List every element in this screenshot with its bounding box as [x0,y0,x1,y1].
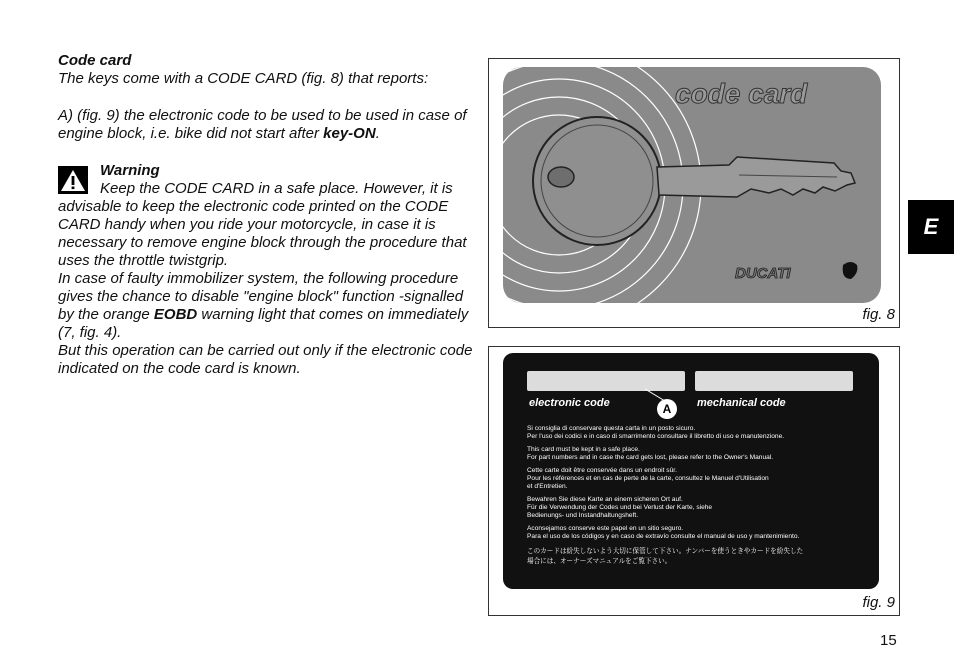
electronic-code-label: electronic code [529,397,610,409]
fine-print-line: Für die Verwendung der Codes und bei Verlust der Karte, siehe [527,504,713,511]
fine-print-line: Si consiglia di conservare questa carta in un posto sicuro. [527,425,696,432]
page-number: 15 [880,632,897,649]
fine-print-line: Bewahren Sie diese Karte an einem sicheren Ort auf. [527,496,683,503]
warning-text-2b: warning light that comes on immediately (7, fig. 4). [58,306,469,341]
fine-print-line: Cette carte doit être conservée dans un endroit sûr. [527,467,677,474]
fine-print-line: Aconsejamos conserve este papel en un sitio seguro. [527,525,684,532]
lead-text: The keys come with a CODE CARD (fig. 8) that reports: [58,70,429,87]
warning-text-1: Keep the CODE CARD in a safe place. However, it is advisable to keep the electronic code printed on the CODE CARD handy when you ride your motorcycle, in case it is necessary to remove engine block through the procedure that uses the throttle twistgrip. [58,180,467,269]
fine-print-line: Bedienungs- und Instandhaltungsheft. [527,512,639,519]
warning-body [58,180,478,378]
warning-title: Warning [100,162,160,179]
warning-text-3: But this operation can be carried out only if the electronic code indicated on the code card is known. [58,342,473,377]
electronic-code-box [527,371,685,391]
fine-print-line: This card must be kept in a safe place. [527,446,640,453]
figure-8-label: fig. 8 [862,306,895,323]
code-card-illustration [489,59,899,327]
fine-print-line: et d'Entretien. [527,483,568,490]
marker-a: A [657,399,677,419]
figure-9-label: fig. 9 [862,594,895,611]
section-tab-e: E [908,200,954,254]
mechanical-code-box [695,371,853,391]
brand-logo: DUCATI [735,265,791,282]
fine-print-line: このカードは紛失しないよう大切に保管して下さい。ナンバーを使うときやカードを紛失した [527,548,804,555]
figure-8 [488,58,900,328]
fine-print-line: 場合には、オーナーズマニュアルをご覧下さい。 [527,558,672,565]
card-title: code card [675,78,808,109]
code-card-back [503,353,879,589]
fine-print-line: Per l'uso dei codici e in caso di smarrimento consultare il libretto di uso e manutenzione. [527,433,785,440]
paragraph-a-end: . [375,125,380,142]
eobd-emphasis: EOBD [153,306,198,323]
fine-print-line: For part numbers and in case the card gets lost, please refer to the Owner's Manual. [527,454,774,461]
key-on-emphasis: key-ON [323,125,376,142]
fine-print-line: Para el uso de los códigos y en caso de extravío consulte el manual de uso y mantenimiento. [527,533,800,540]
paragraph-a [58,107,478,143]
figure-9 [488,346,900,616]
paragraph-a-text: A) (fig. 9) the electronic code to be used to be used in case of engine block, i.e. bike did not start after [58,107,467,142]
section-heading: Code card [58,52,132,69]
warning-text-2a: In case of faulty immobilizer system, the following procedure gives the chance to disable "engine block" function -signalled by the orange [58,270,464,323]
fine-print-line: Pour les références et en cas de perte de la carte, consultez le Manuel d'Utilisation [527,475,769,482]
mechanical-code-label: mechanical code [697,397,786,409]
